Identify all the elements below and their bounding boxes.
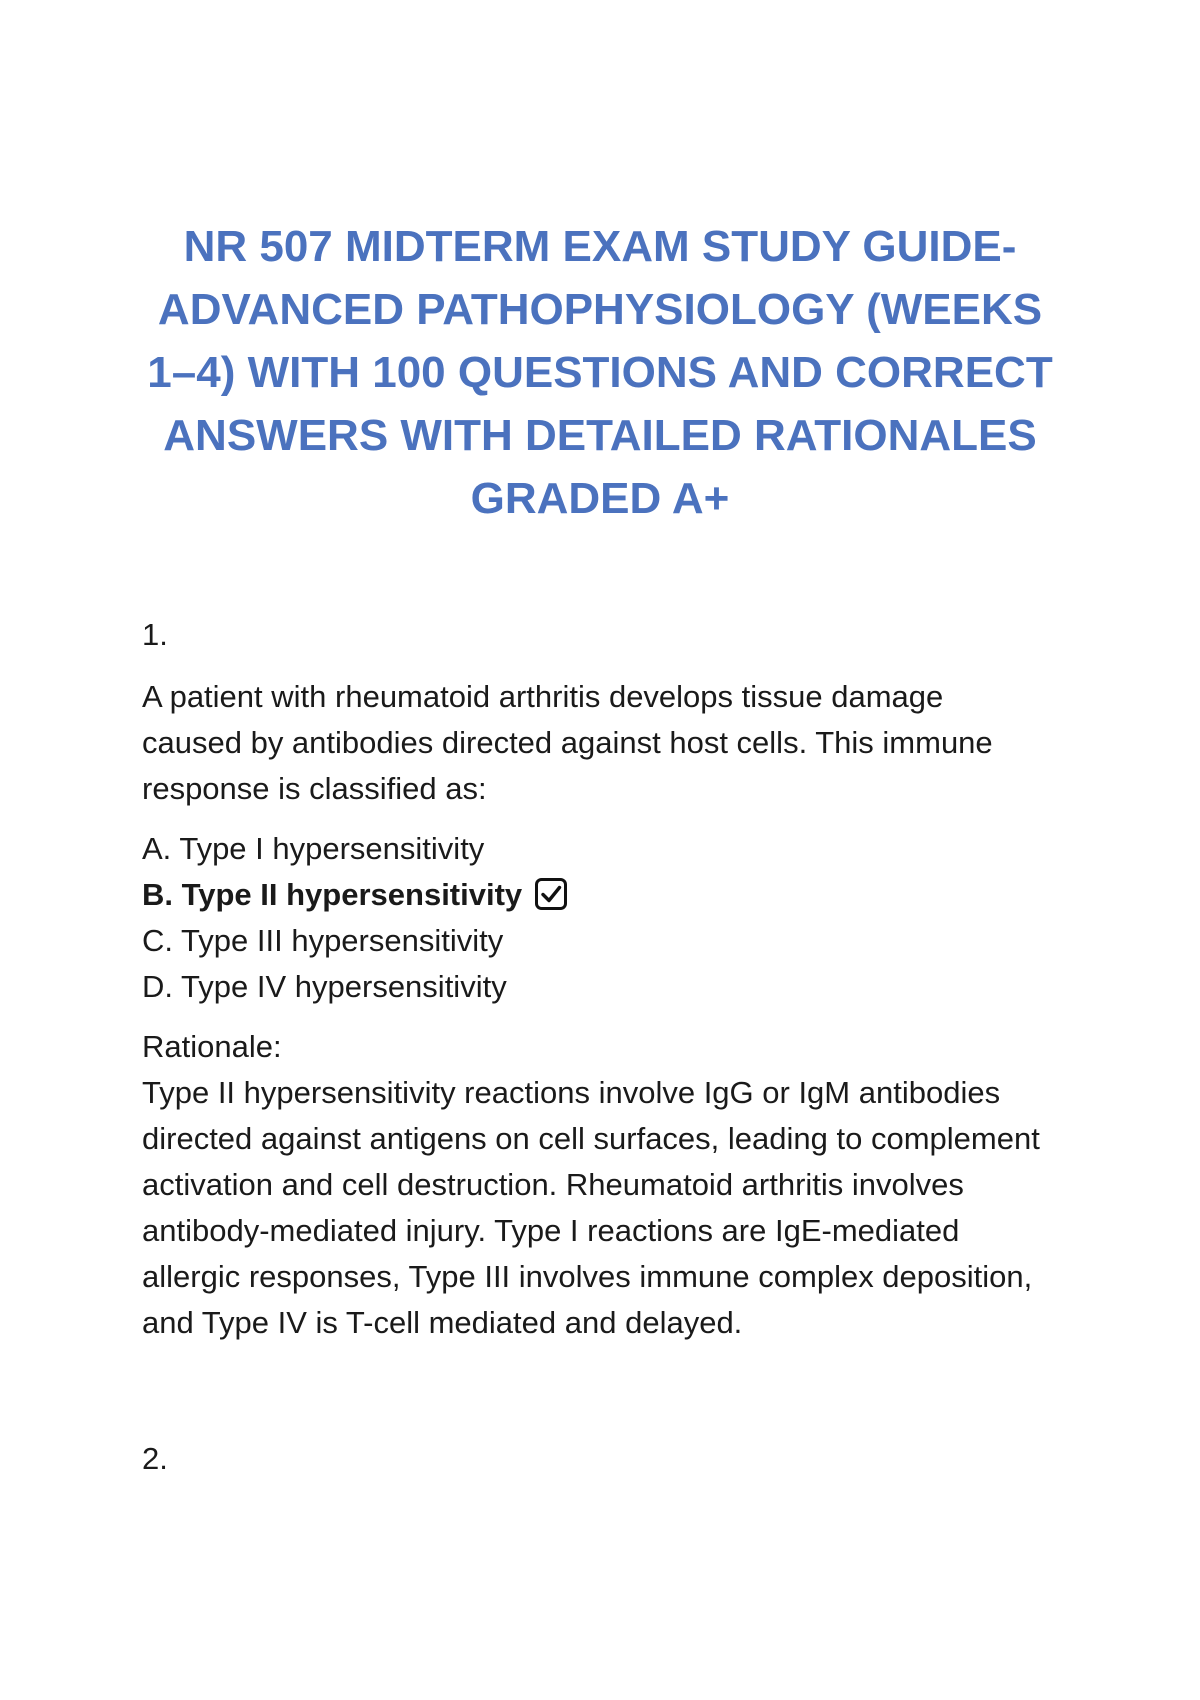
question-1	[142, 612, 1082, 1346]
rationale-line: directed against antigens on cell surfaces, leading to complement	[142, 1121, 1040, 1156]
answer-option-b-correct	[142, 872, 1082, 918]
question-stem-line: caused by antibodies directed against host cells. This immune	[142, 725, 993, 760]
answer-option-label: A. Type I hypersensitivity	[142, 831, 485, 866]
answer-option-c	[142, 918, 1082, 964]
title-line: 1–4) WITH 100 QUESTIONS AND CORRECT	[147, 348, 1053, 397]
rationale-line: Type II hypersensitivity reactions involve IgG or IgM antibodies	[142, 1075, 1001, 1110]
question-stem	[142, 674, 1082, 812]
answer-option-label: B. Type II hypersensitivity	[142, 877, 523, 912]
answer-options	[142, 826, 1082, 1010]
rationale-text	[142, 1070, 1082, 1346]
rationale-label: Rationale:	[142, 1029, 282, 1064]
rationale-line: and Type IV is T-cell mediated and delayed.	[142, 1305, 743, 1340]
question-stem-line: A patient with rheumatoid arthritis develops tissue damage	[142, 679, 944, 714]
rationale-line: antibody-mediated injury. Type I reactions are IgE-mediated	[142, 1213, 960, 1248]
title-line: ANSWERS WITH DETAILED RATIONALES	[163, 411, 1037, 460]
title-line: GRADED A+	[470, 474, 730, 523]
answer-option-label: D. Type IV hypersensitivity	[142, 969, 507, 1004]
title-line: ADVANCED PATHOPHYSIOLOGY (WEEKS	[157, 285, 1043, 334]
question-number: 1.	[142, 617, 168, 652]
answer-option-a	[142, 826, 1082, 872]
title-line: NR 507 MIDTERM EXAM STUDY GUIDE-	[183, 222, 1017, 271]
answer-option-label: C. Type III hypersensitivity	[142, 923, 504, 958]
question-stem-line: response is classified as:	[142, 771, 487, 806]
rationale-line: activation and cell destruction. Rheumatoid arthritis involves	[142, 1167, 964, 1202]
question-number-2: 2.	[142, 1441, 168, 1476]
answer-option-d	[142, 964, 1082, 1010]
rationale-line: allergic responses, Type III involves immune complex deposition,	[142, 1259, 1033, 1294]
document-title	[140, 215, 1060, 530]
checkbox-checked-icon	[534, 877, 568, 911]
